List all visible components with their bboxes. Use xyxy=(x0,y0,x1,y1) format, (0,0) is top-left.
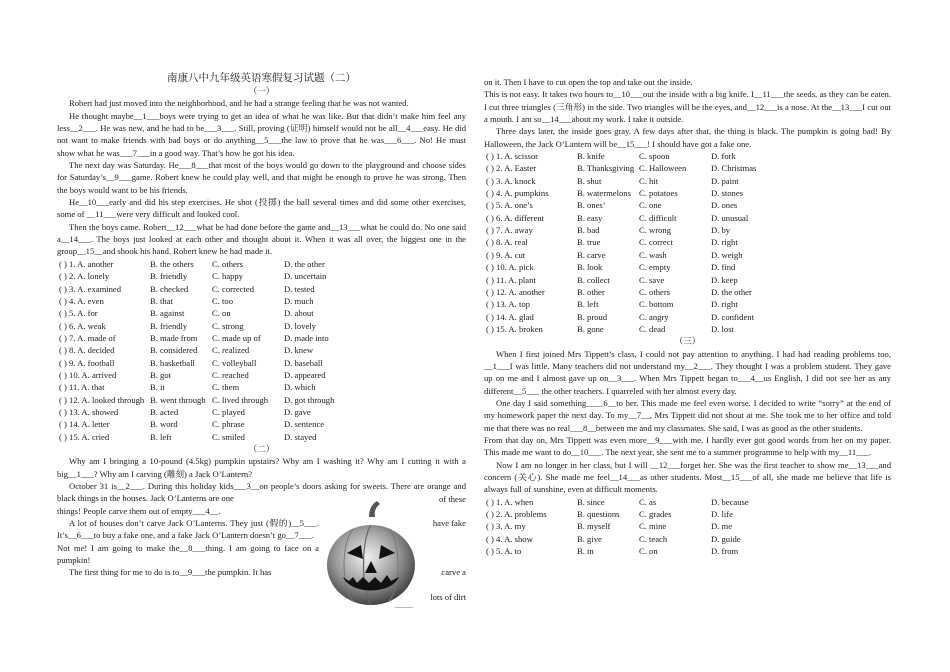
option-choice: C. bottom xyxy=(639,299,674,310)
option-choice: D. confident xyxy=(711,311,754,322)
option-choice: B. left xyxy=(150,431,172,442)
option-question: ( ) 15. A. broken xyxy=(486,323,543,334)
option-choice: B. since xyxy=(577,496,605,507)
option-row xyxy=(57,295,466,307)
s2-paragraph: Three days later, the inside goes gray. A few days after that, the thing is black. The pumpkin is going bad! By Halloween, the Jack O’Lantern will be__15___! I should have got a fake one. xyxy=(484,126,891,149)
option-choice: D. much xyxy=(284,295,314,306)
option-choice: D. appeared xyxy=(284,369,326,380)
jack-o-lantern-image xyxy=(325,499,417,611)
right-column xyxy=(484,76,891,557)
option-question: ( ) 3. A. examined xyxy=(59,283,122,294)
option-choice: B. the others xyxy=(150,258,194,269)
option-choice: C. Halloween xyxy=(639,163,687,174)
option-choice: C. made up of xyxy=(212,332,261,343)
option-row xyxy=(484,298,891,310)
option-question: ( ) 10. A. pick xyxy=(486,262,534,273)
option-choice: D. the other xyxy=(711,286,752,297)
option-choice: B. other xyxy=(577,286,605,297)
option-question: ( ) 8. A. real xyxy=(486,237,528,248)
option-choice: B. it xyxy=(150,382,165,393)
option-choice: B. friendly xyxy=(150,271,188,282)
option-choice: B. friendly xyxy=(150,320,188,331)
option-choice: B. look xyxy=(577,262,603,273)
option-choice: D. from xyxy=(711,546,739,557)
option-row xyxy=(57,307,466,319)
option-question: ( ) 14. A. letter xyxy=(59,419,110,430)
s1-paragraph: The next day was Saturday. He___8___that most of the boys would go down to the playground and choose sides for Saturday’s__9___game. Robert knew he could play well, and that might be enough to prove he was strong. Then the boys would want to be his friends. xyxy=(57,160,466,195)
option-row xyxy=(484,311,891,323)
s2-paragraph: things! People carve them out of empty___4__. xyxy=(57,505,221,516)
option-row xyxy=(484,236,891,248)
option-choice: C. others xyxy=(212,258,244,269)
s1-paragraph: Then the boys came. Robert__12___what he had done before the game and__13___what he could do. No one said a__14___. The boys just looked at each other and thought about it. When it was all over, the biggest one in the group__15__and shook his hand. Robert knew he had made it. xyxy=(57,221,466,257)
option-question: ( ) 15. A. cried xyxy=(59,431,110,442)
option-row xyxy=(57,406,466,418)
option-choice: B. basketball xyxy=(150,357,195,368)
s2-text-fragment: lots of dirt xyxy=(430,591,466,602)
option-question: ( ) 12. A. another xyxy=(486,286,545,297)
s2-paragraph: A lot of houses don’t carve Jack O’Lanterns. They just (假的)__5___. It’s__6___to buy a fake one, and a fake Jack O’Lantern doesn’t go__7___. xyxy=(57,518,319,541)
option-choice: C. mine xyxy=(639,521,667,532)
s2-paragraph: The first thing for me to do is to__9___the pumpkin. It has xyxy=(69,567,272,578)
section-3-marker: （三） xyxy=(674,336,701,347)
option-row xyxy=(57,369,466,381)
option-choice: D. ones xyxy=(711,200,738,211)
option-choice: D. right xyxy=(711,299,738,310)
option-question: ( ) 2. A. Easter xyxy=(486,163,537,174)
option-row xyxy=(484,162,891,174)
option-choice: C. realized xyxy=(212,345,250,356)
option-row xyxy=(484,187,891,199)
option-question: ( ) 1. A. another xyxy=(59,258,114,269)
option-choice: B. word xyxy=(150,419,178,430)
option-row xyxy=(484,508,891,520)
option-choice: D. lovely xyxy=(284,320,316,331)
section-1-marker: （一） xyxy=(248,86,275,96)
s3-paragraph: When I first joined Mrs Tippett’s class, I could not pay attention to anything. I had had reading problems too, __1___I was little. Many teachers did not understand my__2___. They thought I was a problem student. They gave up on me and I almost gave up on__3___. When Mrs Tippett began to___4__us English, I did not see her as any different__5___ the other teachers. I quarreled with her almost every day. xyxy=(484,348,891,396)
option-choice: D. life xyxy=(711,509,733,520)
option-choice: C. dead xyxy=(639,323,666,334)
option-choice: D. made into xyxy=(284,332,329,343)
option-choice: B. bad xyxy=(577,225,600,236)
option-choice: D. right xyxy=(711,237,738,248)
option-choice: D. uncertain xyxy=(284,271,327,282)
option-row xyxy=(484,520,891,532)
s2-paragraph: Not me! I am going to make the__8___thing. I am going to face on a pumpkin! xyxy=(57,542,319,566)
option-choice: D. tested xyxy=(284,283,315,294)
option-choice: C. strong xyxy=(212,320,244,331)
option-choice: D. fork xyxy=(711,151,736,162)
option-question: ( ) 2. A. problems xyxy=(486,509,547,520)
option-choice: B. against xyxy=(150,308,185,319)
option-choice: C. volleyball xyxy=(212,357,257,368)
option-choice: D. the other xyxy=(284,258,325,269)
option-row xyxy=(57,394,466,406)
option-question: ( ) 4. A. show xyxy=(486,533,533,544)
s3-option-list xyxy=(484,496,891,558)
option-question: ( ) 5. A. to xyxy=(486,546,522,557)
option-question: ( ) 3. A. knock xyxy=(486,175,536,186)
option-choice: B. myself xyxy=(577,521,611,532)
option-row xyxy=(484,533,891,545)
option-choice: D. stayed xyxy=(284,431,317,442)
s1-paragraph: He thought maybe__1___boys were trying to get an idea of what he was like. But that didn’t make him feel any less__2___. He was new, and he had to be___3___. Still, proving (证明) himself would not be all__4___easy. He did not want to make friends with bad boys or do anything__5___the law to prove that he was___6___. No! He must show what he was___7___in a good way. That’s how he got his idea. xyxy=(57,110,466,158)
option-choice: C. reached xyxy=(212,369,249,380)
option-question: ( ) 5. A. one’s xyxy=(486,200,533,211)
section-2-marker: （二） xyxy=(248,443,275,454)
option-choice: C. too xyxy=(212,295,234,306)
option-choice: C. angry xyxy=(639,311,669,322)
option-choice: C. wrong xyxy=(639,225,671,236)
option-question: ( ) 1. A. scissor xyxy=(486,151,539,162)
option-question: ( ) 2. A. lonely xyxy=(59,271,110,282)
option-choice: D. Christmas xyxy=(711,163,757,174)
option-choice: C. them xyxy=(212,382,240,393)
option-choice: C. empty xyxy=(639,262,671,273)
option-choice: C. hit xyxy=(639,175,659,186)
option-row xyxy=(484,224,891,236)
s1-option-list xyxy=(57,258,466,443)
option-row xyxy=(57,357,466,369)
s2-text-fragment: carve a xyxy=(441,566,466,577)
option-question: ( ) 10. A. arrived xyxy=(59,369,117,380)
option-row xyxy=(57,270,466,282)
option-choice: B. considered xyxy=(150,345,198,356)
s2-paragraph: October 31 is__2___. During this holiday kids___3__on people’s doors asking for sweets. There are orange and black things in the houses. Jack O’Lanterns are one xyxy=(57,481,466,504)
option-choice: D. stones xyxy=(711,188,743,199)
option-choice: B. Thanksgiving xyxy=(577,163,635,174)
option-question: ( ) 4. A. even xyxy=(59,295,104,306)
option-row xyxy=(484,249,891,261)
option-choice: C. lived through xyxy=(212,394,269,405)
option-row xyxy=(57,320,466,332)
option-choice: C. grades xyxy=(639,509,672,520)
option-row xyxy=(57,332,466,344)
option-choice: C. spoon xyxy=(639,151,670,162)
option-question: ( ) 14. A. glad xyxy=(486,311,534,322)
option-question: ( ) 9. A. football xyxy=(59,357,115,368)
option-row xyxy=(484,496,891,508)
option-row xyxy=(57,258,466,270)
option-choice: C. corrected xyxy=(212,283,254,294)
option-choice: C. happy xyxy=(212,271,244,282)
option-choice: B. got xyxy=(150,369,172,380)
option-question: ( ) 11. A. plant xyxy=(486,274,536,285)
option-row xyxy=(484,199,891,211)
s2-paragraph: on it. Then I have to cut open the top and take out the inside. xyxy=(484,77,693,87)
option-question: ( ) 8. A. decided xyxy=(59,345,115,356)
option-choice: B. watermelons xyxy=(577,188,631,199)
option-choice: D. me xyxy=(711,521,733,532)
option-choice: D. baseball xyxy=(284,357,323,368)
option-choice: B. collect xyxy=(577,274,610,285)
s3-paragraph: From that day on, Mrs Tippett was even more__9___with me. I hardly ever got good words from her on my paper. This made me want to do__10___. The next year, she sent me to a summer programme to help with my__11___. xyxy=(484,434,891,458)
option-choice: C. on xyxy=(212,308,231,319)
s1-paragraph: He__10___early and did his step exercises. He shot (投掷) the ball several times and did some other exercises, some of __11___were very difficult and looked cool. xyxy=(57,197,466,220)
option-question: ( ) 6. A. different xyxy=(486,212,545,223)
option-question: ( ) 5. A. for xyxy=(59,308,98,319)
option-choice: C. on xyxy=(639,546,658,557)
page-title: 南康八中九年级英语寒假复习试题（二） xyxy=(167,73,356,84)
left-column xyxy=(57,72,466,615)
option-choice: B. knife xyxy=(577,151,605,162)
option-question: ( ) 7. A. made of xyxy=(59,332,116,343)
option-choice: C. one xyxy=(639,200,662,211)
option-question: ( ) 1. A. when xyxy=(486,496,534,507)
option-choice: C. save xyxy=(639,274,665,285)
option-row xyxy=(484,175,891,187)
option-choice: C. difficult xyxy=(639,212,677,223)
option-choice: D. gave xyxy=(284,406,311,417)
option-row xyxy=(484,323,891,335)
option-row xyxy=(484,274,891,286)
option-choice: C. played xyxy=(212,406,245,417)
option-choice: D. knew xyxy=(284,345,314,356)
option-choice: B. carve xyxy=(577,249,606,260)
option-row xyxy=(57,283,466,295)
option-choice: B. shut xyxy=(577,175,602,186)
option-row xyxy=(484,286,891,298)
option-choice: B. checked xyxy=(150,283,189,294)
option-choice: B. gone xyxy=(577,323,604,334)
option-row xyxy=(57,344,466,356)
option-choice: B. proud xyxy=(577,311,608,322)
option-choice: B. went through xyxy=(150,394,206,405)
option-choice: D. guide xyxy=(711,533,741,544)
option-row xyxy=(57,381,466,393)
s2-text-fragment: of these xyxy=(439,493,466,504)
option-choice: B. ones’ xyxy=(577,200,606,211)
option-choice: B. in xyxy=(577,546,594,557)
option-choice: D. unusual xyxy=(711,212,749,223)
option-question: ( ) 13. A. top xyxy=(486,299,530,310)
option-row xyxy=(484,545,891,557)
option-choice: B. true xyxy=(577,237,601,248)
option-choice: D. find xyxy=(711,262,736,273)
s2-pumpkin-block xyxy=(57,480,466,615)
option-choice: B. acted xyxy=(150,406,179,417)
option-choice: B. left xyxy=(577,299,599,310)
option-choice: D. paint xyxy=(711,175,739,186)
option-question: ( ) 6. A. weak xyxy=(59,320,106,331)
option-question: ( ) 7. A. away xyxy=(486,225,533,236)
option-choice: B. that xyxy=(150,295,173,306)
s3-paragraph: One day I said something____6__to her. This made me feel even worse. I decided to write “sorry” at the end of my homework paper the next day. To my__7__, Mrs Tippett did not shout at me. She took me to her office and told me that there was no real___8__between me and my classmates. She said, I was as good as the other students. xyxy=(484,397,891,433)
option-choice: B. made from xyxy=(150,332,198,343)
option-choice: B. easy xyxy=(577,212,603,223)
option-choice: D. because xyxy=(711,496,749,507)
option-choice: C. teach xyxy=(639,533,668,544)
option-choice: D. lost xyxy=(711,323,734,334)
option-row xyxy=(484,261,891,273)
option-question: ( ) 4. A. pumpkins xyxy=(486,188,549,199)
option-choice: D. by xyxy=(711,225,731,236)
option-choice: C. correct xyxy=(639,237,673,248)
option-choice: D. weigh xyxy=(711,249,743,260)
option-row xyxy=(484,212,891,224)
s1-paragraph: Robert had just moved into the neighborhood, and he had a strange feeling that he was not wanted. xyxy=(69,98,409,109)
option-choice: C. phrase xyxy=(212,419,245,430)
option-choice: C. potatoes xyxy=(639,188,678,199)
option-choice: C. wash xyxy=(639,249,667,260)
s2-paragraph: This is not easy. It takes two hours to__10___out the inside with a big knife. I__11___the seeds, as they can be eaten. I cut three triangles (三角形) in the side. Two triangles will be the eyes, and__12___is a nose. At the__13___I cut out a mouth. I am so__14___about my work. I take it outside. xyxy=(484,89,891,125)
option-choice: D. about xyxy=(284,308,314,319)
s2-text-fragment: have fake xyxy=(432,517,466,528)
option-question: ( ) 3. A. my xyxy=(486,521,526,532)
option-choice: D. got through xyxy=(284,394,335,405)
s2-paragraph: Why am I bringing a 10-pound (4.5kg) pumpkin upstairs? Why am I washing it? Why am I cutting it with a big__1___? Why am I carving (雕刻) a Jack O’Lantern? xyxy=(57,456,466,479)
option-choice: D. keep xyxy=(711,274,738,285)
option-row xyxy=(484,150,891,162)
option-choice: B. give xyxy=(577,533,602,544)
option-choice: C. smiled xyxy=(212,431,245,442)
option-choice: D. which xyxy=(284,382,316,393)
option-question: ( ) 9. A. cut xyxy=(486,249,526,260)
option-question: ( ) 13. A. showed xyxy=(59,406,119,417)
option-choice: D. sentence xyxy=(284,419,325,430)
s2-option-list xyxy=(484,150,891,335)
option-choice: C. others xyxy=(639,286,671,297)
option-question: ( ) 11. A. that xyxy=(59,382,105,393)
option-question: ( ) 12. A. looked through xyxy=(59,394,145,405)
option-row xyxy=(57,418,466,430)
option-row xyxy=(57,431,466,443)
option-choice: B. questions xyxy=(577,509,620,520)
s3-paragraph: Now I am no longer in her class, but I will __12___forget her. She was the first teacher to show me__13___and concern (关心). She made me feel__14___as other students. Most__15___of all, she made me believe that life is always full of sunshine, even at difficult moments. xyxy=(484,459,891,495)
option-choice: C. as xyxy=(639,496,657,507)
